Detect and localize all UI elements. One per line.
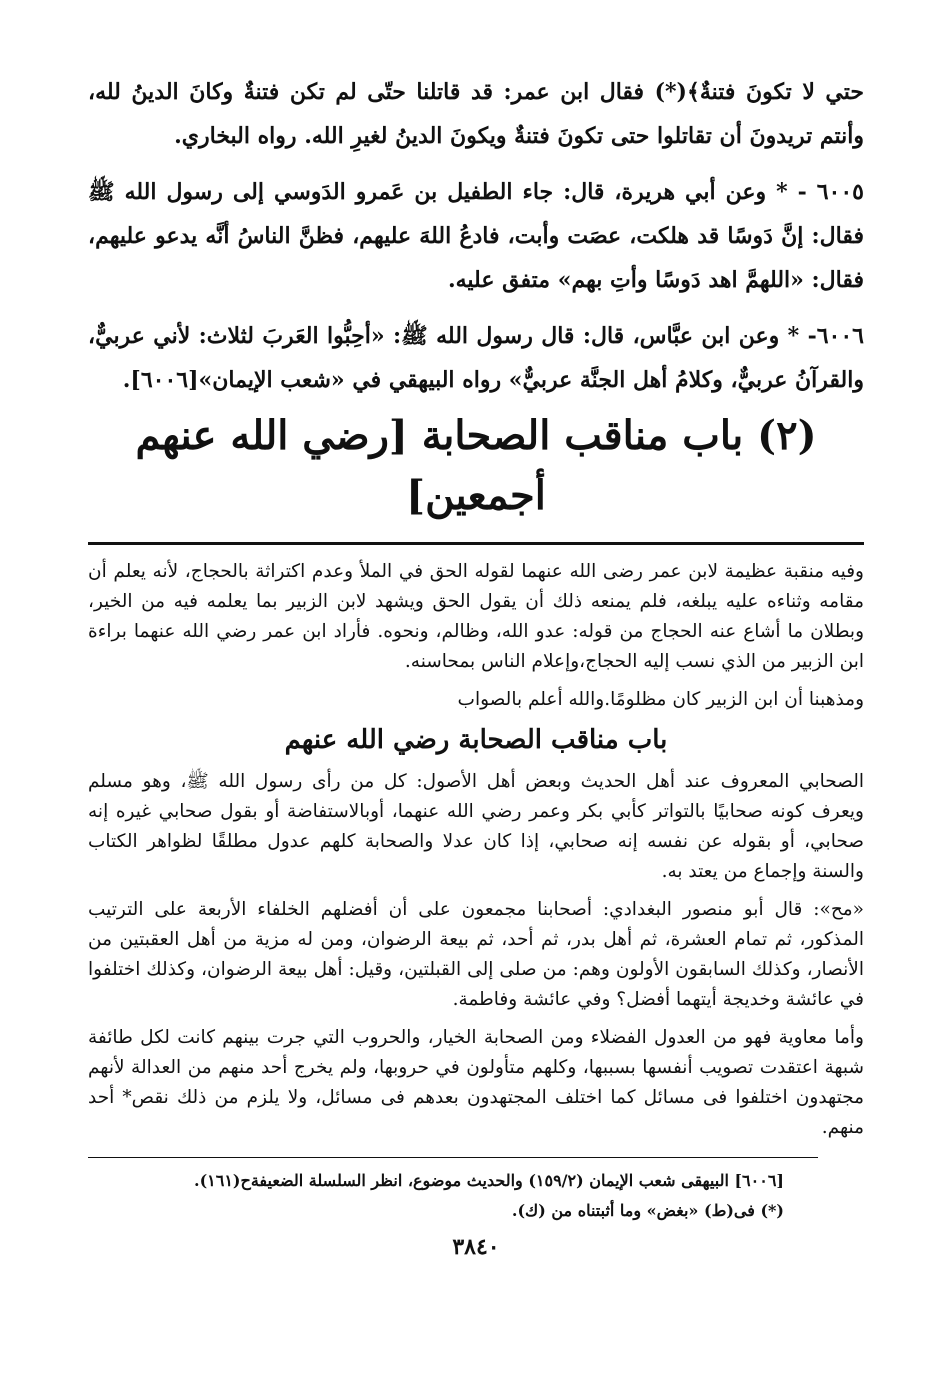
commentary-paragraph-5: وأما معاوية فهو من العدول الفضلاء ومن الصحابة الخيار، والحروب التي جرت بينهم كانت لكل طائفة شبهة اعتقدت تصويب أنفسها بسببها، وكلهم متأولون في حروبها، ولم يخرج أحد منهم من العدالة لأنهم مجتهدون اختلفوا فى مسائل كما اختلف المجتهدون بعدهم فى مسائل، ولا يلزم من ذلك نقص* أحد منهم.	[88, 1027, 864, 1138]
commentary-paragraph-1: وفيه منقبة عظيمة لابن عمر رضى الله عنهما لقوله الحق في الملأ وعدم اكتراثة بالحجاج، لأنه يعلم أن مقامه وثناءه عليه يبلغه، فلم يمنعه ذلك أن يقول الحق ويشهد لابن الزبير بما يعلمه فيه من الخير، وبطلان ما أشاع عنه الحجاج من قوله: عدو الله، وظالم، ونحوه. فأراد ابن عمر رضي الله عنهما براءة ابن الزبير من الذي نسب إليه الحجاج،وإعلام الناس بمحاسنه.	[88, 561, 864, 672]
hadith-paragraph-1: حتي لا تكونَ فتنةٌ﴾(*) فقال ابن عمر: قد قاتلنا حتّى لم تكن فتنةٌ وكانَ الدينُ لله، وأنتم تريدونَ أن تقاتلوا حتى تكونَ فتنةٌ ويكونَ الدينُ لغيرِ الله. رواه البخاري.	[88, 79, 864, 149]
book-page	[88, 70, 864, 1260]
commentary-divider	[88, 542, 864, 545]
commentary-subtitle: باب مناقب الصحابة رضي الله عنهم	[284, 725, 668, 755]
footnote-divider	[88, 1157, 818, 1158]
footnote-6006: [٦٠٠٦] البيهقى شعب الإيمان (١٥٩/٢) والحديث موضوع، انظر السلسلة الضعيفةح(١٦١).	[194, 1171, 784, 1190]
commentary-paragraph-2: ومذهبنا أن ابن الزبير كان مظلومًا.والله أعلم بالصواب	[457, 689, 864, 710]
commentary-paragraph-3: الصحابي المعروف عند أهل الحديث وبعض أهل الأصول: كل من رأى رسول الله ﷺ، وهو مسلم ويعرف كونه صحابيًا بالتواتر كأبي بكر وعمر رضي الله عنهما، أوبالاستفاضة أو بقول صحابي غيره إنه صحابي، أو بقوله عن نفسه إنه صحابي، إذا كان عدلا والصحابة كلهم عدول مطلقًا لظواهر الكتاب والسنة وإجماع من يعتد به.	[88, 771, 864, 882]
footnote-asterisk: (*) فى(ط) «بغض» وما أثبتناه من (ك).	[511, 1201, 784, 1220]
chapter-title: (٢) باب مناقب الصحابة [رضي الله عنهم أجمعين]	[135, 412, 817, 519]
page-number: ٣٨٤٠	[452, 1234, 500, 1260]
hadith-paragraph-6005: ٦٠٠٥ - * وعن أبي هريرة، قال: جاء الطفيل بن عَمرو الدَوسي إلى رسول الله ﷺ فقال: إنَّ دَوسًا قد هلكت، عصَت وأبت، فادعُ اللهَ عليهم، فظنَّ الناسُ أنَّه يدعو عليهم، فقال: «اللهمَّ اهد دَوسًا وأتِ بهم» متفق عليه.	[88, 179, 864, 293]
hadith-paragraph-6006: ٦٠٠٦- * وعن ابن عبَّاس، قال: قال رسول الله ﷺ: «أحِبُّوا العَربَ لثلاث: لأني عربيٌّ، والقرآنُ عربيٌّ، وكلامُ أهل الجنَّة عربيٌّ» رواه البيهقي في «شعب الإيمان»[٦٠٠٦].	[88, 323, 864, 393]
commentary-paragraph-4: «مح»: قال أبو منصور البغدادي: أصحابنا مجمعون على أن أفضلهم الخلفاء الأربعة على الترتيب المذكور، ثم تمام العشرة، ثم أهل بدر، ثم أحد، ثم بيعة الرضوان، ومن له مزية من أهل العقبتين من الأنصار، وكذلك السابقون الأولون وهم: من صلى إلى القبلتين، وقيل: أهل بيعة الرضوان، وكذلك اختلفوا في عائشة وخديجة أيتهما أفضل؟ وفي عائشة وفاطمة.	[88, 899, 864, 1010]
